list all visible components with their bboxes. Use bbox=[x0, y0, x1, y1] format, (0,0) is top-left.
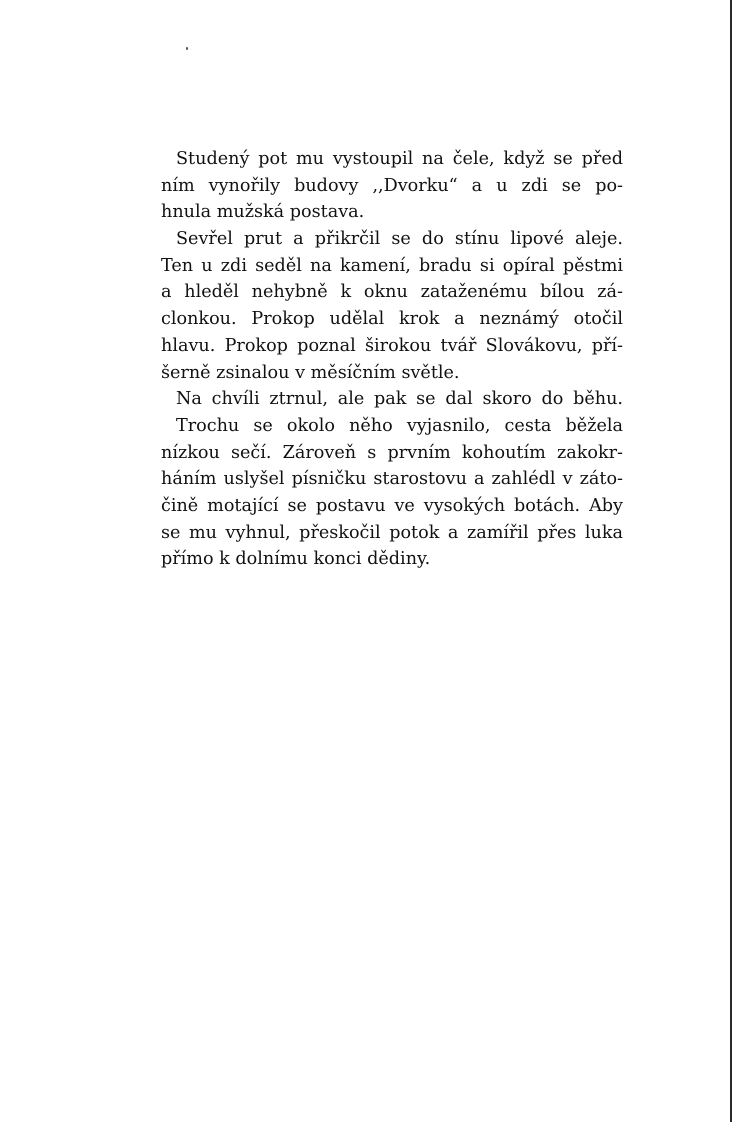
text-line: Sevřel prut a přikrčil se do stínu lipové aleje. bbox=[176, 229, 623, 250]
text-line: ním vynořily budovy ,,Dvorku“ a u zdi se po- bbox=[161, 175, 623, 196]
text-line: a hleděl nehybně k oknu zataženému bílou zá- bbox=[161, 282, 623, 303]
paper-speck bbox=[186, 47, 188, 50]
text-line: Trochu se okolo něho vyjasnilo, cesta běžela bbox=[176, 415, 623, 436]
text-line: clonkou. Prokop udělal krok a neznámý otočil bbox=[161, 309, 623, 330]
text-line: čině motající se postavu ve vysokých botách. Aby bbox=[161, 495, 623, 516]
text-line: Studený pot mu vystoupil na čele, když se před bbox=[176, 149, 623, 169]
text-line: šerně zsinalou v měsíčním světle. bbox=[161, 362, 460, 383]
text-line: se mu vyhnul, přeskočil potok a zamířil přes luka bbox=[161, 522, 623, 543]
text-line: hlavu. Prokop poznal širokou tvář Slovákovu, pří- bbox=[161, 335, 623, 356]
text-line: přímo k dolnímu konci dědiny. bbox=[161, 549, 431, 570]
text-line: Ten u zdi seděl na kamení, bradu si opíral pěstmi bbox=[161, 255, 623, 276]
body-text bbox=[161, 146, 623, 573]
text-line: háním uslyšel písničku starostovu a zahlédl v záto- bbox=[161, 469, 623, 490]
text-line: Na chvíli ztrnul, ale pak se dal skoro do běhu. bbox=[176, 389, 623, 410]
text-line: hnula mužská postava. bbox=[161, 202, 365, 223]
text-line: nízkou sečí. Zároveň s prvním kohoutím zakokr- bbox=[161, 442, 623, 463]
page-edge bbox=[730, 0, 732, 1122]
